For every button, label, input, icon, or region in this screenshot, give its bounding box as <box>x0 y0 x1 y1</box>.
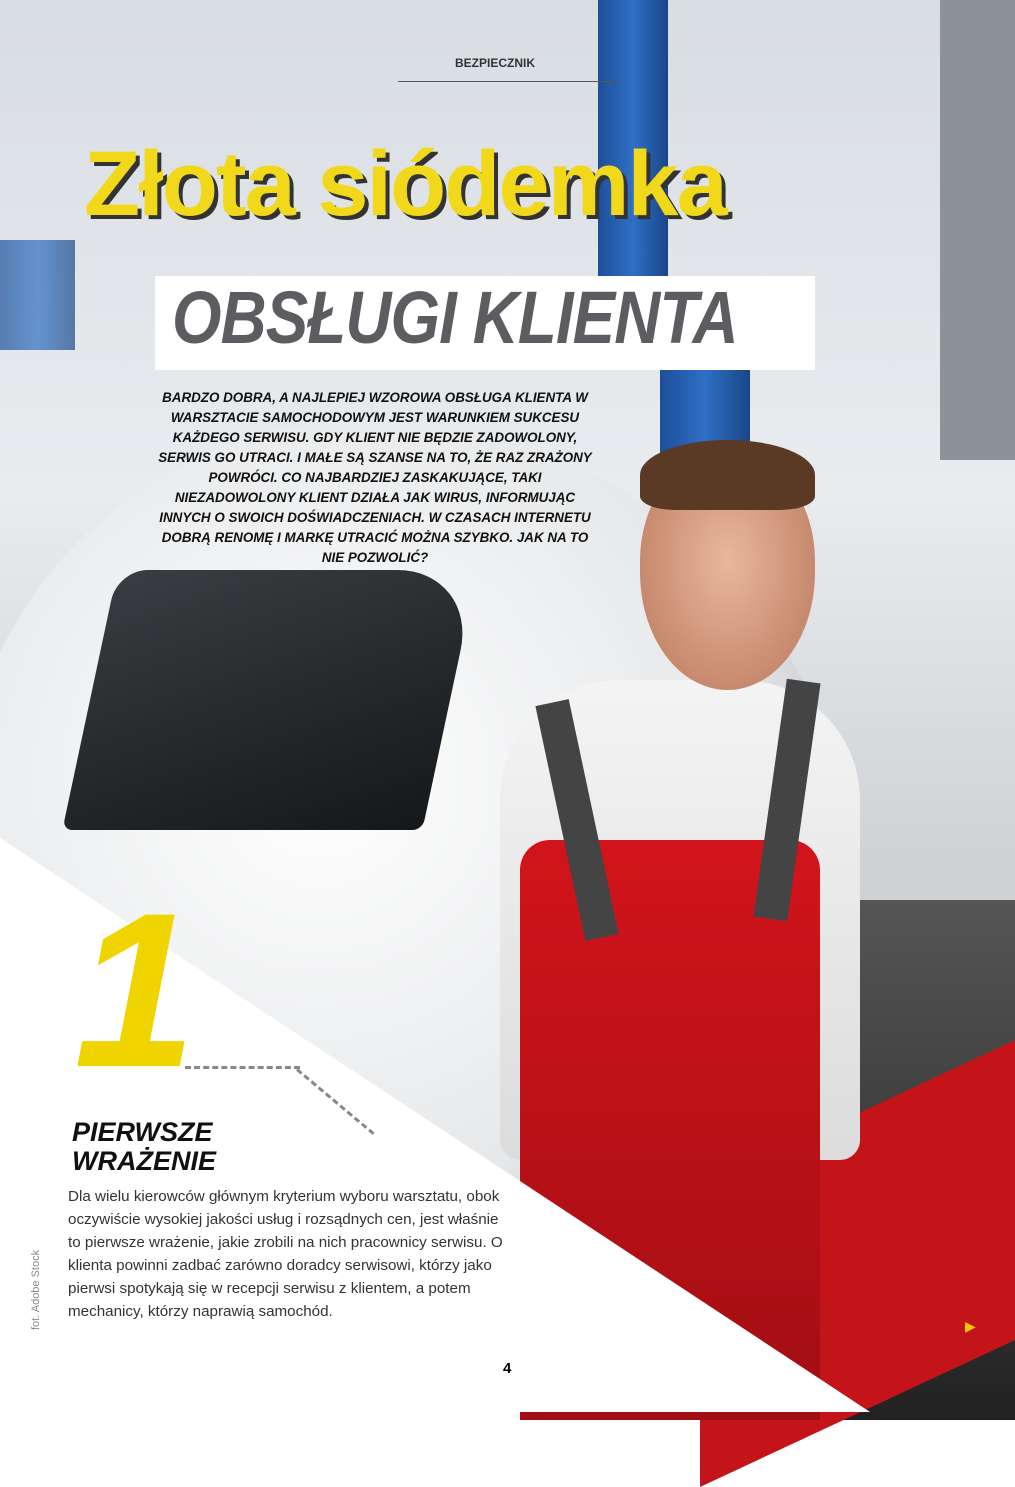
continue-arrow-icon: ▶ <box>965 1318 976 1334</box>
tool-cart <box>0 240 75 350</box>
photo-credit: fot. Adobe Stock <box>30 1249 42 1330</box>
heading-line: PIERWSZE <box>72 1117 213 1147</box>
dashed-arrow <box>185 1066 300 1069</box>
section-heading <box>72 1118 216 1176</box>
mechanic-hair <box>640 440 815 510</box>
garage-door <box>940 0 1015 460</box>
body-text: Dla wielu kierowców głównym kryterium wyboru warsztatu, obok oczywiście wysokiej jakości usług i rozsądnych cen, jest właśnie to pierwsze wrażenie, jakie zrobili na nich pracownicy serwisu. O klienta powinni zadbać zarówno doradcy serwisowi, którzy jako pierwsi spotykają się w recepcji serwisu z klientem, a potem mechanicy, którzy naprawią samochód. <box>68 1188 503 1320</box>
car-window <box>62 570 477 830</box>
section-number: 1 <box>74 867 197 1113</box>
heading-line: WRAŻENIE <box>72 1146 216 1176</box>
page-subtitle: OBSŁUGI KLIENTA <box>172 276 738 359</box>
lead-paragraph: BARDZO DOBRA, A NAJLEPIEJ WZOROWA OBSŁUGA KLIENTA W WARSZTACIE SAMOCHODOWYM JEST WARUNKIEM SUKCESU KAŻDEGO SERWISU. GDY KLIENT NIE BĘDZIE ZADOWOLONY, SERWIS GO UTRACI. I MAŁE SĄ SZANSE NA TO, ŻE RAZ ZRAŻONY POWRÓCI. CO NAJBARDZIEJ ZASKAKUJĄCE, TAKI NIEZADOWOLONY KLIENT DZIAŁA JAK WIRUS, INFORMUJĄC INNYCH O SWOICH DOŚWIADCZENIACH. W CZASACH INTERNETU DOBRĄ RENOMĘ I MARKĘ UTRACIĆ MOŻNA SZYBKO. JAK NA TO NIE POZWOLIĆ? <box>158 390 592 565</box>
header-rule <box>398 81 618 82</box>
page-title: Złota siódemka <box>84 133 726 235</box>
page-number: 4 <box>503 1360 512 1377</box>
section-label: BEZPIECZNIK <box>455 56 536 70</box>
